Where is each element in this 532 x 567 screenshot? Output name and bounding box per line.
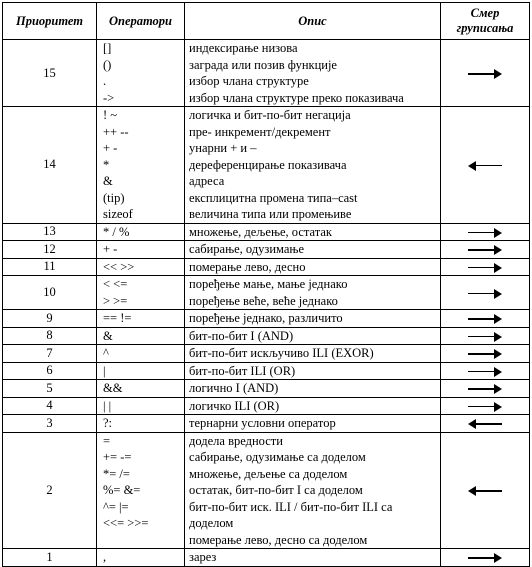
arrow-right-icon <box>468 245 502 254</box>
operators-cell <box>97 345 185 363</box>
arrow-left-icon <box>468 486 502 495</box>
description-cell <box>185 380 441 398</box>
arrow-right-icon <box>468 349 502 358</box>
description-text: избор члана структуре преко показивача <box>189 90 404 105</box>
priority-cell: 8 <box>3 327 97 345</box>
arrow-right-icon <box>468 384 502 393</box>
arrow-left-icon <box>468 161 502 170</box>
operators-cell <box>97 415 185 433</box>
operator-text: > >= <box>103 293 128 308</box>
description-cell <box>185 397 441 415</box>
priority-cell: 3 <box>3 415 97 433</box>
direction-cell <box>441 362 530 380</box>
description-text: поређење веће, веће једнако <box>189 293 338 308</box>
description-text: величина типа или промењиве <box>189 207 352 221</box>
description-cell <box>185 362 441 380</box>
direction-cell <box>441 415 530 433</box>
operators-cell <box>97 107 185 224</box>
arrow-right-icon <box>468 553 502 562</box>
table-row <box>3 241 530 259</box>
description-cell <box>185 432 441 549</box>
description-text: бит-по-бит искључиво ILI (EXOR) <box>189 346 374 360</box>
operator-text: ?: <box>103 416 113 430</box>
description-text: множење, дељење са доделом <box>189 466 348 481</box>
direction-cell <box>441 327 530 345</box>
operator-text: << >> <box>103 259 135 274</box>
direction-cell <box>441 549 530 567</box>
operators-cell <box>97 549 185 567</box>
description-text: поређење једнако, различито <box>189 311 343 325</box>
table-row <box>3 549 530 567</box>
operator-text: ^= |= <box>103 499 129 514</box>
table-row <box>3 223 530 241</box>
description-cell <box>185 310 441 328</box>
operator-text: += -= <box>103 450 132 464</box>
priority-cell: 14 <box>3 107 97 224</box>
operator-text: *= /= <box>103 466 130 481</box>
operator-text: , <box>103 550 107 564</box>
priority-cell: 10 <box>3 276 97 310</box>
direction-cell <box>441 432 530 549</box>
description-cell <box>185 549 441 567</box>
description-text: додела вредности <box>189 433 283 448</box>
arrow-right-icon <box>468 402 502 411</box>
description-text: експлицитна промена типа–cast <box>189 190 358 205</box>
table-row <box>3 107 530 224</box>
arrow-right-icon <box>468 69 502 78</box>
operator-text: %= &= <box>103 483 141 497</box>
operators-cell <box>97 241 185 259</box>
description-cell <box>185 107 441 224</box>
header-direction: Смер груписања <box>441 3 530 40</box>
priority-cell: 13 <box>3 223 97 241</box>
operator-text: * / % <box>103 224 130 239</box>
description-text: пре- инкремент/декремент <box>189 124 331 139</box>
arrow-right-icon <box>468 228 502 237</box>
description-text: унарни + и – <box>189 141 257 155</box>
operator-text: * <box>103 157 110 172</box>
description-text: дереференцирање показивача <box>189 157 347 172</box>
direction-cell <box>441 345 530 363</box>
arrow-right-icon <box>468 332 502 341</box>
priority-cell: 7 <box>3 345 97 363</box>
table-row <box>3 362 530 380</box>
operators-cell <box>97 258 185 276</box>
description-cell <box>185 223 441 241</box>
table-row <box>3 345 530 363</box>
operator-text: | <box>103 363 106 378</box>
operator-text: sizeof <box>103 207 133 221</box>
description-text: множење, дељење, остатак <box>189 224 332 239</box>
arrow-right-icon <box>468 263 502 272</box>
description-cell <box>185 258 441 276</box>
direction-cell <box>441 397 530 415</box>
operator-text: & <box>103 328 113 343</box>
operators-cell <box>97 40 185 107</box>
table-row <box>3 380 530 398</box>
operator-text: + - <box>103 141 118 155</box>
description-text: бит-по-бит I (AND) <box>189 328 294 343</box>
description-text: тернарни условни оператор <box>189 416 336 430</box>
table-row <box>3 415 530 433</box>
priority-cell: 4 <box>3 397 97 415</box>
header-priority: Приоритет <box>3 3 97 40</box>
operator-text: < <= <box>103 277 128 291</box>
arrow-right-icon <box>468 289 502 298</box>
operator-text: [] <box>103 41 112 55</box>
operators-cell <box>97 432 185 549</box>
header-operators: Оператори <box>97 3 185 40</box>
priority-cell: 6 <box>3 362 97 380</box>
table-row <box>3 258 530 276</box>
operators-cell <box>97 223 185 241</box>
description-text: логично I (AND) <box>189 381 279 395</box>
priority-cell: 11 <box>3 258 97 276</box>
description-text: бит-по-бит ILI (OR) <box>189 363 296 378</box>
operator-text: & <box>103 174 113 188</box>
table-body <box>3 40 530 567</box>
table-row <box>3 327 530 345</box>
arrow-right-icon <box>468 367 502 376</box>
description-text: померање лево, десно са доделом <box>189 532 368 547</box>
description-cell <box>185 241 441 259</box>
table-row <box>3 432 530 549</box>
operators-cell <box>97 310 185 328</box>
operator-text: (tip) <box>103 190 125 205</box>
operator-text: . <box>103 74 107 88</box>
description-text: доделом <box>189 516 234 530</box>
operator-text: -> <box>103 90 115 105</box>
operators-cell <box>97 327 185 345</box>
operator-text: ++ -- <box>103 124 129 139</box>
priority-cell: 15 <box>3 40 97 107</box>
direction-cell <box>441 107 530 224</box>
operator-text: == != <box>103 311 132 325</box>
description-text: поређење мање, мање једнако <box>189 277 348 291</box>
description-text: адреса <box>189 174 225 188</box>
description-text: зарез <box>189 550 217 564</box>
operator-text: () <box>103 57 112 72</box>
description-text: логичко ILI (OR) <box>189 398 280 413</box>
header-row <box>3 3 530 40</box>
description-text: сабирање, одузимање <box>189 242 305 256</box>
direction-cell <box>441 276 530 310</box>
arrow-left-icon <box>468 419 502 428</box>
direction-cell <box>441 380 530 398</box>
table-row <box>3 310 530 328</box>
direction-cell <box>441 223 530 241</box>
description-text: заграда или позив функције <box>189 57 337 72</box>
description-cell <box>185 40 441 107</box>
description-text: сабирање, одузимање са доделом <box>189 450 366 464</box>
header-description: Опис <box>185 3 441 40</box>
description-text: бит-по-бит иск. ILI / бит-по-бит ILI са <box>189 499 393 514</box>
arrow-right-icon <box>468 314 502 323</box>
description-text: логичка и бит-по-бит негација <box>189 108 351 122</box>
description-text: избор члана структуре <box>189 74 309 88</box>
direction-cell <box>441 310 530 328</box>
priority-cell: 5 <box>3 380 97 398</box>
operator-text: + - <box>103 242 118 256</box>
direction-cell <box>441 258 530 276</box>
operator-text: && <box>103 381 123 395</box>
priority-cell: 9 <box>3 310 97 328</box>
operator-precedence-table <box>2 2 530 567</box>
operator-text: ! ~ <box>103 108 118 122</box>
description-cell <box>185 327 441 345</box>
priority-cell: 1 <box>3 549 97 567</box>
description-cell <box>185 415 441 433</box>
description-text: остатак, бит-по-бит I са доделом <box>189 483 363 497</box>
direction-cell <box>441 40 530 107</box>
operator-text: = <box>103 433 111 448</box>
priority-cell: 12 <box>3 241 97 259</box>
operator-text: ^ <box>103 346 109 360</box>
table-row <box>3 276 530 310</box>
table-row <box>3 40 530 107</box>
table-row <box>3 397 530 415</box>
operators-cell <box>97 380 185 398</box>
operators-cell <box>97 397 185 415</box>
operator-text: <<= >>= <box>103 516 149 530</box>
description-cell <box>185 276 441 310</box>
operators-cell <box>97 276 185 310</box>
description-text: индексирање низова <box>189 41 298 55</box>
description-cell <box>185 345 441 363</box>
priority-cell: 2 <box>3 432 97 549</box>
direction-cell <box>441 241 530 259</box>
operators-cell <box>97 362 185 380</box>
description-text: померање лево, десно <box>189 259 306 274</box>
operator-text: | | <box>103 398 112 413</box>
